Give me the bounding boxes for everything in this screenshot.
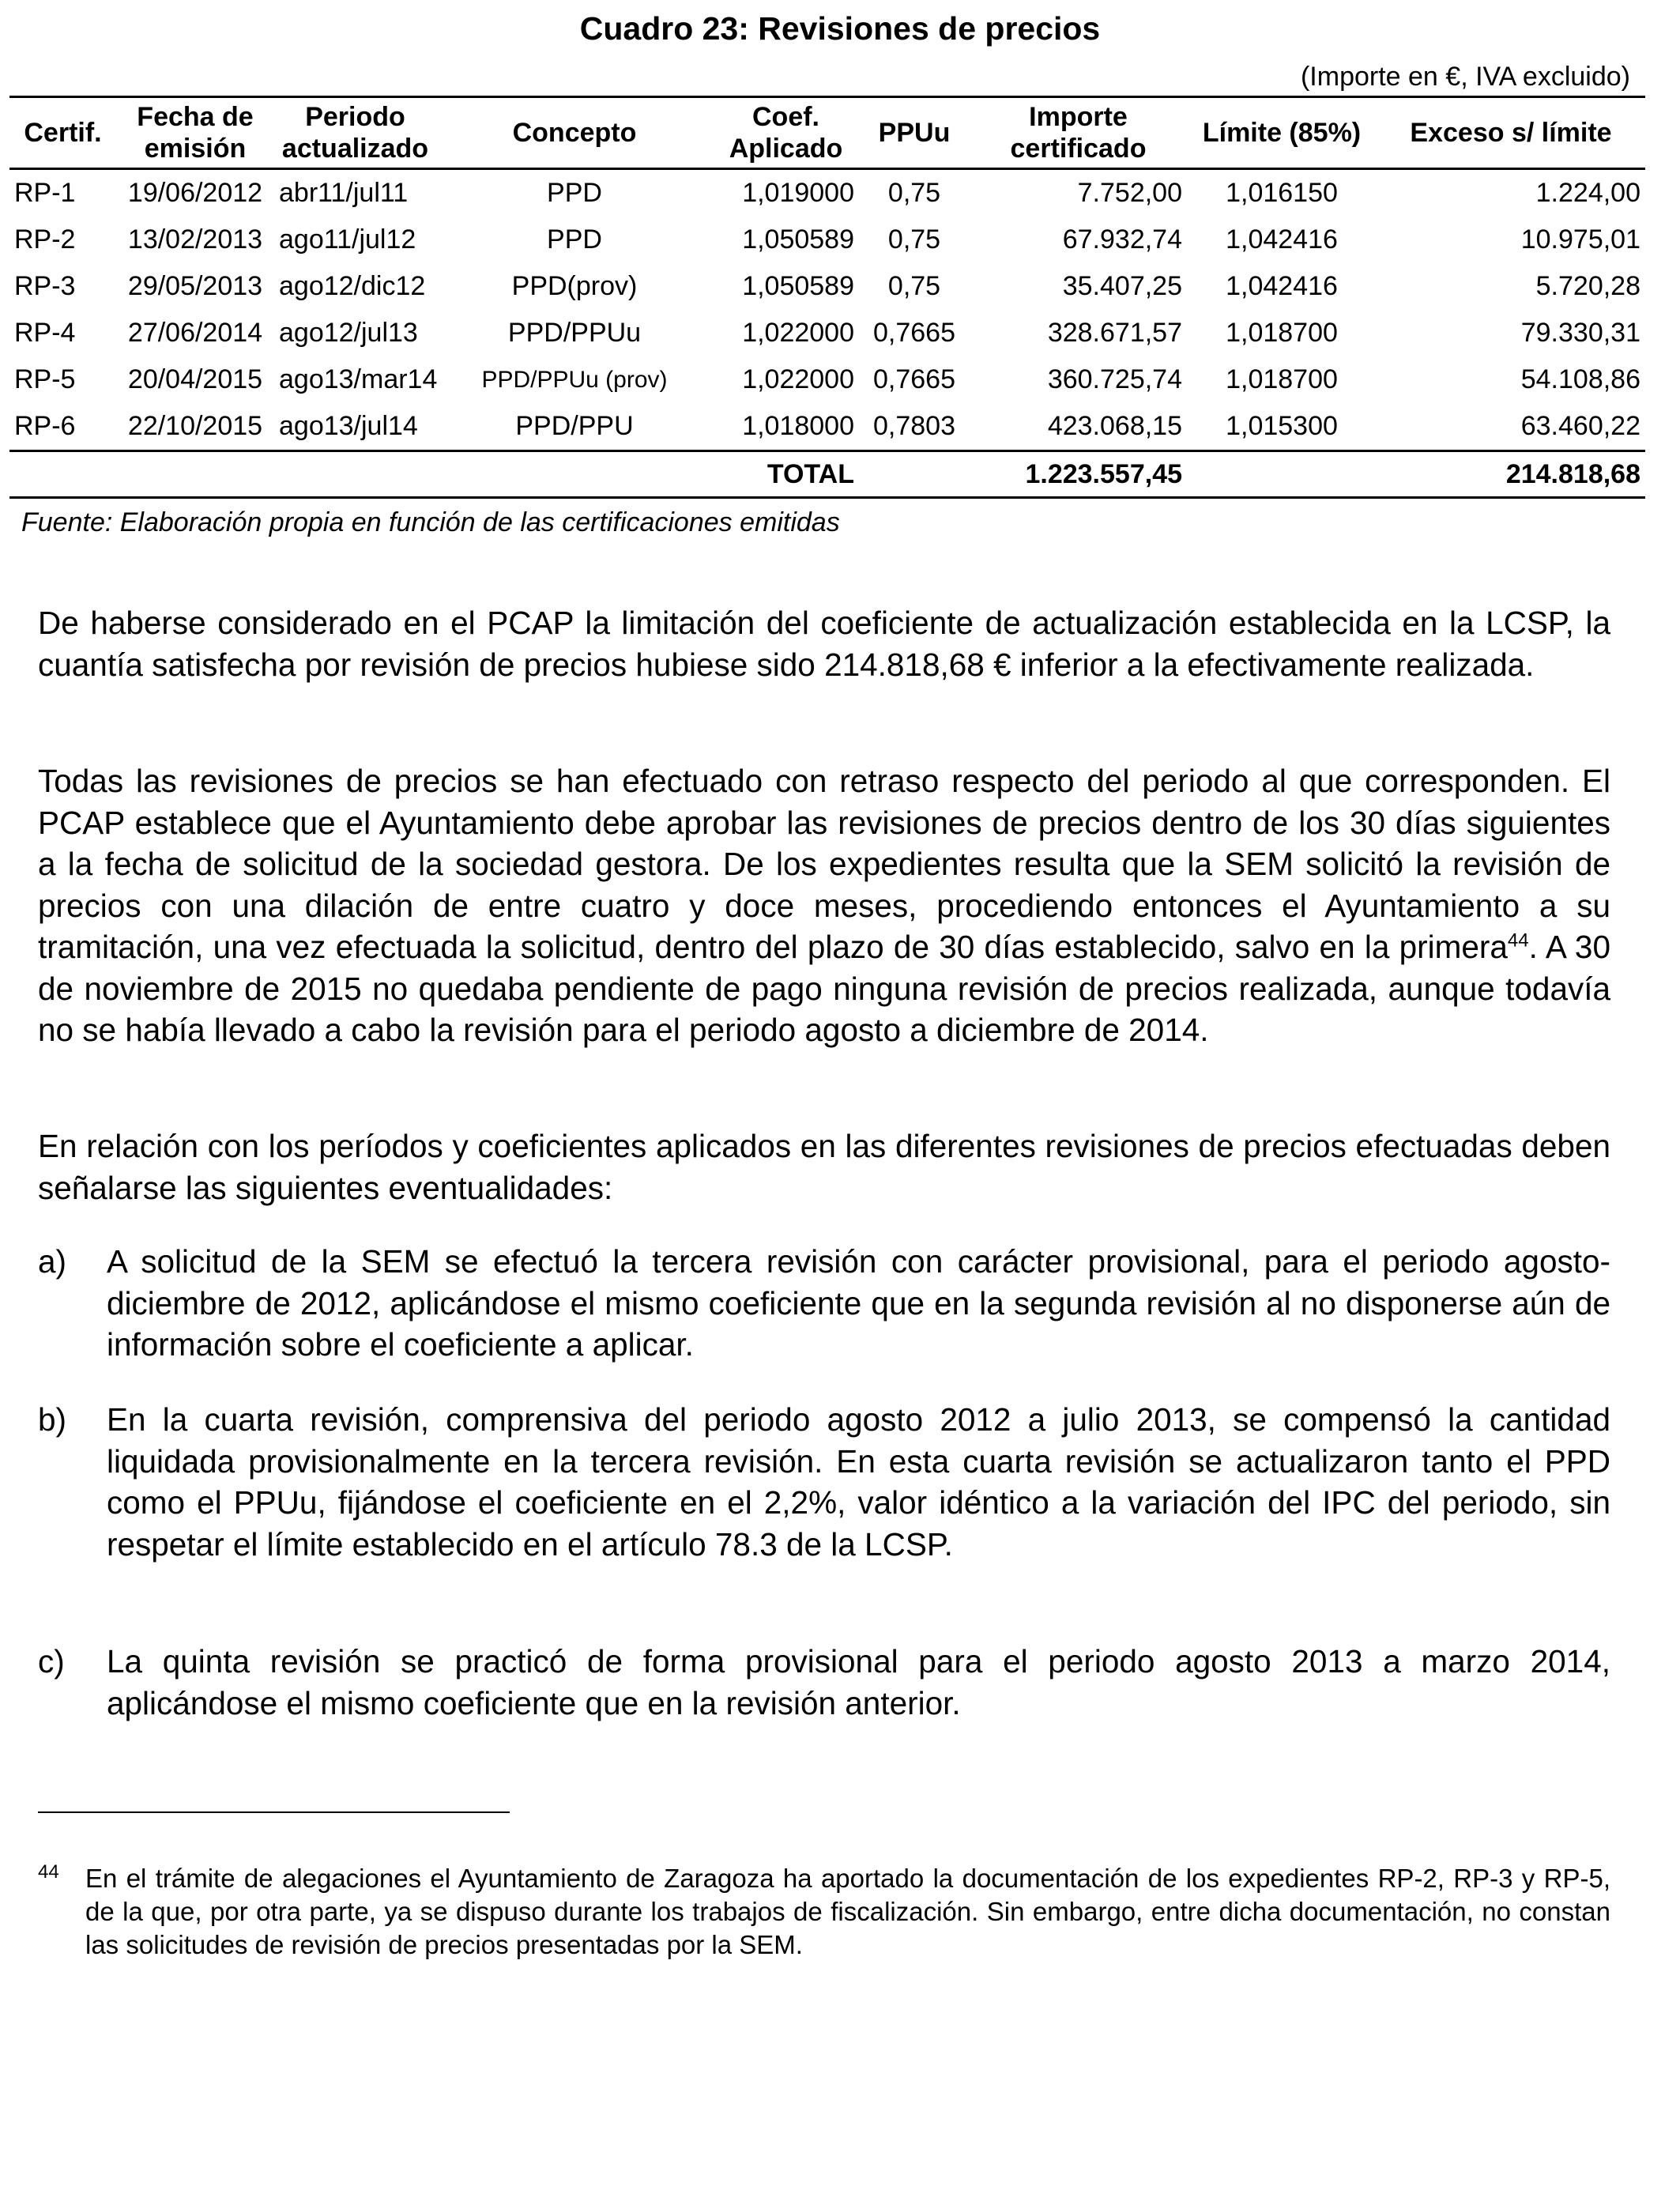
table-row xyxy=(9,217,1645,263)
table-cell: 1,050589 xyxy=(742,224,854,254)
table-cell: 10.975,01 xyxy=(1520,224,1640,254)
footnote-number: 44 xyxy=(38,1861,59,1883)
paragraph-text-part: . A 30 de noviembre de 2015 no quedaba pendiente de pago ninguna revisión de precios realizada, aunque todavía no se había llevado a cabo la revisión para el periodo agosto a diciembre de 2014. xyxy=(38,929,1610,1048)
table-cell-empty xyxy=(1187,451,1377,498)
table-cell: 79.330,31 xyxy=(1520,318,1640,348)
table-row xyxy=(9,169,1645,217)
list-marker: b) xyxy=(38,1401,67,1438)
list-item-text: La quinta revisión se practicó de forma provisional para el periodo agosto 2013 a marzo 2014, aplicándose el mismo coeficiente que en la revisión anterior. xyxy=(107,1643,1610,1721)
table-cell: 35.407,25 xyxy=(1062,271,1182,301)
table-cell: 29/05/2013 xyxy=(127,271,263,301)
column-header: Periodo actualizado xyxy=(281,102,429,164)
total-label: TOTAL xyxy=(9,451,859,498)
paragraph-delays xyxy=(38,760,1610,1051)
table-cell: ago11/jul12 xyxy=(279,224,416,254)
table-title: Cuadro 23: Revisiones de precios xyxy=(579,10,1101,47)
paragraph-eventualities-intro xyxy=(38,1125,1610,1208)
table-cell: 22/10/2015 xyxy=(116,403,274,451)
table-cell: 1,022000 xyxy=(742,318,854,348)
table-cell: 54.108,86 xyxy=(1520,364,1640,394)
list-item-text: En la cuarta revisión, comprensiva del periodo agosto 2012 a julio 2013, se compensó la cantidad liquidada provisionalmente en la tercera revisión. En esta cuarta revisión se actualizaron tanto el PPD como el PPUu, fijándose el coeficiente en el 2,2%, valor idéntico a la variación del IPC del periodo, sin respetar el límite establecido en el artículo 78.3 de la LCSP. xyxy=(107,1401,1610,1563)
table-row xyxy=(9,310,1645,356)
table-cell: 1,018000 xyxy=(713,403,859,451)
table-cell: 7.752,00 xyxy=(1077,178,1182,208)
table-cell: RP-4 xyxy=(14,318,76,348)
table-cell: 0,75 xyxy=(887,178,941,208)
list-marker: c) xyxy=(38,1643,65,1679)
paragraph-text-part: Todas las revisiones de precios se han efectuado con retraso respecto del periodo al que corresponden. El PCAP establece que el Ayuntamiento debe aprobar las revisiones de precios dentro de los 30 días siguientes a la fecha de solicitud de la sociedad gestora. De los expedientes resulta que la SEM solicitó la revisión de precios con una dilación de entre cuatro y doce meses, procediendo entonces el Ayuntamiento a su tramitación, una vez efectuada la solicitud, dentro del plazo de 30 días establecido, salvo en la primera xyxy=(38,763,1610,965)
table-cell: ago12/dic12 xyxy=(279,271,426,301)
table-row xyxy=(9,403,1645,451)
table-cell: RP-2 xyxy=(14,224,76,254)
table-cell: RP-6 xyxy=(9,403,116,451)
table-cell: RP-1 xyxy=(14,178,76,208)
table-cell: PPD/PPU xyxy=(436,403,713,451)
table-cell: 5.720,28 xyxy=(1535,271,1640,301)
list-item-text: A solicitud de la SEM se efectuó la tercera revisión con carácter provisional, para el periodo agosto-diciembre de 2012, aplicándose el mismo coeficiente que en la segunda revisión al no disponerse aún de información sobre el coeficiente a aplicar. xyxy=(107,1243,1610,1363)
table-cell: RP-5 xyxy=(14,364,76,394)
price-revision-table xyxy=(9,96,1645,499)
paragraph-text: De haberse considerado en el PCAP la limitación del coeficiente de actualización establecida en la LCSP, la cuantía satisfecha por revisión de precios hubiese sido 214.818,68 € inferior a la efectivamente realizada. xyxy=(38,605,1610,683)
table-cell: 1,050589 xyxy=(742,271,854,301)
table-cell: 63.460,22 xyxy=(1377,403,1645,451)
total-exceso: 214.818,68 xyxy=(1377,451,1645,498)
table-cell: PPD xyxy=(547,224,602,254)
footnote-text: En el trámite de alegaciones el Ayuntamiento de Zaragoza ha aportado la documentación de los expedientes RP-2, RP-3 y RP-5, de la que, por otra parte, ya se dispuso durante los trabajos de fiscalización. Sin embargo, entre dicha documentación, no constan las solicitudes de revisión de precios presentadas por la SEM. xyxy=(85,1864,1610,1959)
footnote-reference[interactable]: 44 xyxy=(1507,929,1529,952)
table-total-row xyxy=(9,451,1645,498)
units-note: (Importe en €, IVA excluido) xyxy=(1300,62,1630,92)
table-cell: 423.068,15 xyxy=(970,403,1187,451)
table-cell: PPD/PPUu xyxy=(507,318,642,348)
table-cell: 1,022000 xyxy=(742,364,854,394)
table-cell: 0,7665 xyxy=(873,318,955,348)
table-cell: 1,042416 xyxy=(1226,271,1338,301)
table-cell: 67.932,74 xyxy=(1062,224,1182,254)
table-cell: 0,7665 xyxy=(873,364,955,394)
paragraph-limitation xyxy=(38,602,1610,685)
table-cell: PPD xyxy=(547,178,602,208)
footnote xyxy=(38,1862,1610,1962)
table-cell: 27/06/2014 xyxy=(127,318,263,348)
total-importe: 1.223.557,45 xyxy=(970,451,1187,498)
table-cell: abr11/jul11 xyxy=(279,178,409,208)
table-cell: 0,75 xyxy=(887,271,941,301)
table-cell: PPD(prov) xyxy=(511,271,638,301)
table-cell: 1,016150 xyxy=(1226,178,1338,208)
table-cell: 1,018700 xyxy=(1226,364,1338,394)
table-cell: 1,042416 xyxy=(1226,224,1338,254)
table-row xyxy=(9,263,1645,310)
table-cell: 19/06/2012 xyxy=(127,178,263,208)
list-item xyxy=(38,1399,1610,1565)
table-row xyxy=(9,356,1645,403)
table-cell: 13/02/2013 xyxy=(127,224,263,254)
column-header: Fecha de emisión xyxy=(137,102,254,164)
list-item xyxy=(38,1241,1610,1366)
table-cell: ago12/jul13 xyxy=(279,318,418,348)
footnote-separator xyxy=(38,1811,510,1813)
paragraph-text: En relación con los períodos y coeficientes aplicados en las diferentes revisiones de precios efectuadas deben señalarse las siguientes eventualidades: xyxy=(38,1128,1610,1206)
table-cell: 360.725,74 xyxy=(1047,364,1182,394)
table-cell: 1.224,00 xyxy=(1535,178,1640,208)
table-cell: 1,019000 xyxy=(742,178,854,208)
table-source-note: Fuente: Elaboración propia en función de las certificaciones emitidas xyxy=(21,507,840,537)
table-cell: ago13/jul14 xyxy=(274,403,436,451)
table-cell: ago13/mar14 xyxy=(279,364,438,394)
column-header: Importe certificado xyxy=(1010,102,1147,164)
table-cell: 20/04/2015 xyxy=(127,364,263,394)
table-cell: 1,015300 xyxy=(1187,403,1377,451)
table-cell: 328.671,57 xyxy=(1047,318,1182,348)
column-header: Concepto xyxy=(512,118,637,148)
column-header: Exceso s/ límite xyxy=(1410,118,1612,148)
column-header: PPUu xyxy=(878,118,951,148)
table-cell: 1,018700 xyxy=(1226,318,1338,348)
column-header: Coef. Aplicado xyxy=(729,102,843,164)
column-header: Certif. xyxy=(24,118,102,148)
table-cell: PPD/PPUu (prov) xyxy=(481,367,668,393)
table-cell: 0,75 xyxy=(887,224,941,254)
list-marker: a) xyxy=(38,1243,67,1280)
table-header-row xyxy=(9,97,1645,169)
table-cell: RP-3 xyxy=(14,271,76,301)
list-item xyxy=(38,1641,1610,1724)
table-cell: 0,7803 xyxy=(859,403,970,451)
table-cell-empty xyxy=(859,451,970,498)
paragraph-text xyxy=(38,760,1610,1051)
column-header: Límite (85%) xyxy=(1202,118,1362,148)
